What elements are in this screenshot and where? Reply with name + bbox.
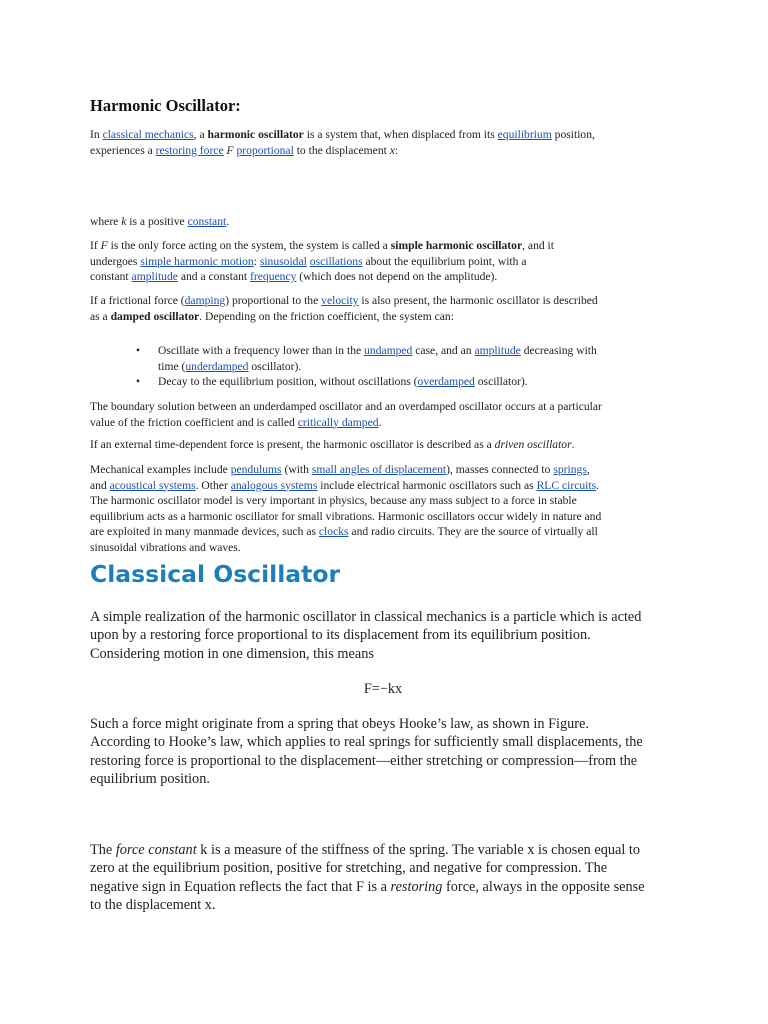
- text: is a system that, when displaced from its: [303, 128, 498, 141]
- text: k is a measure of the stiffness of the spring. The variable x is chosen equal to: [196, 842, 641, 858]
- text: (which does not depend on the amplitude).: [296, 270, 498, 283]
- link-amplitude[interactable]: amplitude: [131, 270, 178, 283]
- text: .: [226, 215, 230, 228]
- where-paragraph: [90, 214, 672, 230]
- bullet-icon: •: [136, 344, 141, 357]
- link-springs[interactable]: springs: [553, 463, 587, 476]
- text: . Depending on the friction coefficient, the system can:: [199, 309, 454, 323]
- link-acoustical-systems[interactable]: acoustical systems: [109, 478, 196, 492]
- text: oscillator).: [474, 375, 528, 388]
- var-x: x: [389, 143, 395, 157]
- equation-text: F=−kx: [363, 681, 403, 697]
- link-analogous-systems[interactable]: analogous systems: [230, 478, 318, 492]
- text: constant: [90, 270, 132, 283]
- text: ,: [586, 463, 590, 476]
- text: and: [90, 478, 110, 492]
- link-underdamped[interactable]: underdamped: [185, 359, 249, 373]
- link-velocity[interactable]: velocity: [321, 294, 359, 307]
- text: (with: [281, 463, 312, 476]
- text: negative sign in Equation reflects the fact that F is a: [90, 878, 391, 895]
- mechanical-paragraph: [90, 462, 672, 555]
- text: case, and an: [412, 344, 475, 357]
- boundary-paragraph: [90, 399, 672, 430]
- text: .: [571, 438, 575, 451]
- term-damped-oscillator: damped oscillator: [110, 309, 200, 323]
- var-F: F: [223, 143, 237, 157]
- link-frequency[interactable]: frequency: [250, 270, 297, 283]
- text: In: [90, 128, 103, 141]
- classical-paragraph-2: [90, 715, 690, 789]
- text: The boundary solution between an underdamped oscillator and an overdamped oscillator occurs at a particular: [90, 400, 602, 413]
- term-force-constant: force constant: [115, 842, 197, 858]
- text: .: [378, 415, 382, 429]
- text: sinusoidal vibrations and waves.: [90, 540, 241, 554]
- text: as a: [90, 309, 111, 323]
- section-title: Harmonic Oscillator:: [90, 96, 241, 115]
- link-restoring-force[interactable]: restoring force: [155, 143, 224, 157]
- text: to the displacement: [293, 143, 390, 157]
- link-clocks[interactable]: clocks: [318, 525, 349, 538]
- term-simple-harmonic-oscillator: simple harmonic oscillator: [390, 239, 523, 252]
- classical-paragraph-1: [90, 608, 690, 663]
- link-rlc-circuits[interactable]: RLC circuits: [536, 478, 597, 492]
- intro-paragraph: [90, 127, 672, 158]
- link-damping[interactable]: damping: [184, 294, 226, 307]
- section-heading: Classical Oscillator: [90, 560, 341, 588]
- text: The: [90, 842, 116, 858]
- text: :: [394, 143, 399, 157]
- link-sinusoidal[interactable]: sinusoidal: [259, 254, 307, 268]
- text: time (: [158, 359, 186, 373]
- text: decreasing with: [520, 344, 597, 357]
- list-item: [90, 374, 672, 390]
- text: to the displacement x.: [90, 897, 216, 914]
- text: is also present, the harmonic oscillator is described: [358, 294, 598, 307]
- link-oscillations[interactable]: oscillations: [309, 254, 363, 268]
- text: equilibrium position.: [90, 771, 210, 788]
- text: undergoes: [90, 254, 141, 268]
- text: , a: [193, 128, 208, 141]
- text: A simple realization of the harmonic oscillator in classical mechanics is a particle which is acted: [90, 609, 642, 625]
- text: :: [253, 254, 260, 268]
- text: include electrical harmonic oscillators such as: [317, 478, 537, 492]
- text: If a frictional force (: [90, 294, 185, 307]
- var-k: k: [121, 215, 127, 228]
- text: upon by a restoring force proportional to its displacement from its equilibrium position.: [90, 627, 591, 644]
- text: Considering motion in one dimension, this means: [90, 645, 374, 662]
- link-small-angles[interactable]: small angles of displacement: [311, 463, 447, 476]
- text: zero at the equilibrium position, positive for stretching, and negative for compression. The: [90, 860, 608, 877]
- term-harmonic-oscillator: harmonic oscillator: [207, 128, 304, 141]
- bullet-list: [90, 343, 672, 390]
- text: restoring force is proportional to the displacement—either stretching or compression—from the: [90, 752, 638, 769]
- text: Such a force might originate from a spring that obeys Hooke’s law, as shown in Figure.: [90, 716, 589, 732]
- link-pendulums[interactable]: pendulums: [230, 463, 282, 476]
- text: oscillator).: [248, 359, 302, 373]
- text: about the equilibrium point, with a: [362, 254, 527, 268]
- text: , and it: [522, 239, 555, 252]
- link-undamped[interactable]: undamped: [364, 344, 413, 357]
- text: Mechanical examples include: [90, 463, 231, 476]
- text: value of the friction coefficient and is called: [90, 415, 298, 429]
- text: ), masses connected to: [446, 463, 554, 476]
- text: .: [596, 478, 600, 492]
- link-amplitude-2[interactable]: amplitude: [474, 344, 521, 357]
- text: According to Hooke’s law, which applies to real springs for sufficiently small displacements, the: [90, 734, 643, 751]
- link-proportional[interactable]: proportional: [236, 143, 294, 157]
- text: position,: [551, 128, 595, 141]
- text: If: [90, 239, 101, 252]
- shm-paragraph: [90, 238, 672, 285]
- text: and a constant: [177, 270, 251, 283]
- damped-paragraph: [90, 293, 672, 324]
- text: and radio circuits. They are the source of virtually all: [348, 525, 598, 538]
- link-classical-mechanics[interactable]: classical mechanics: [102, 128, 194, 141]
- text: Oscillate with a frequency lower than in the: [158, 344, 365, 357]
- link-critically-damped[interactable]: critically damped: [297, 415, 379, 429]
- link-overdamped[interactable]: overdamped: [417, 375, 475, 388]
- text: equilibrium acts as a harmonic oscillator for small vibrations. Harmonic oscillators occur widely in nature and: [90, 509, 602, 523]
- link-equilibrium[interactable]: equilibrium: [497, 128, 552, 141]
- classical-paragraph-3: [90, 841, 690, 915]
- list-item: [90, 343, 672, 374]
- text: If an external time-dependent force is present, the harmonic oscillator is described as a: [90, 438, 495, 451]
- driven-paragraph: [90, 437, 672, 453]
- text: experiences a: [90, 143, 156, 157]
- text: are exploited in many manmade devices, such as: [90, 525, 319, 538]
- term-driven-oscillator: driven oscillator: [494, 438, 572, 451]
- text: is a positive: [126, 215, 188, 228]
- text: . Other: [195, 478, 231, 492]
- term-restoring: restoring: [390, 878, 443, 895]
- bullet-icon: •: [136, 375, 141, 388]
- equation: [0, 681, 768, 698]
- text: Decay to the equilibrium position, without oscillations (: [158, 375, 418, 388]
- link-constant[interactable]: constant: [187, 215, 227, 228]
- text: force, always in the opposite sense: [442, 878, 645, 895]
- text: where: [90, 215, 122, 228]
- text: ) proportional to the: [225, 294, 322, 307]
- text: The harmonic oscillator model is very important in physics, because any mass subject to a force in stable: [90, 494, 577, 507]
- var-F: F: [100, 239, 108, 252]
- text: is the only force acting on the system, the system is called a: [107, 239, 391, 252]
- link-simple-harmonic-motion[interactable]: simple harmonic motion: [140, 254, 254, 268]
